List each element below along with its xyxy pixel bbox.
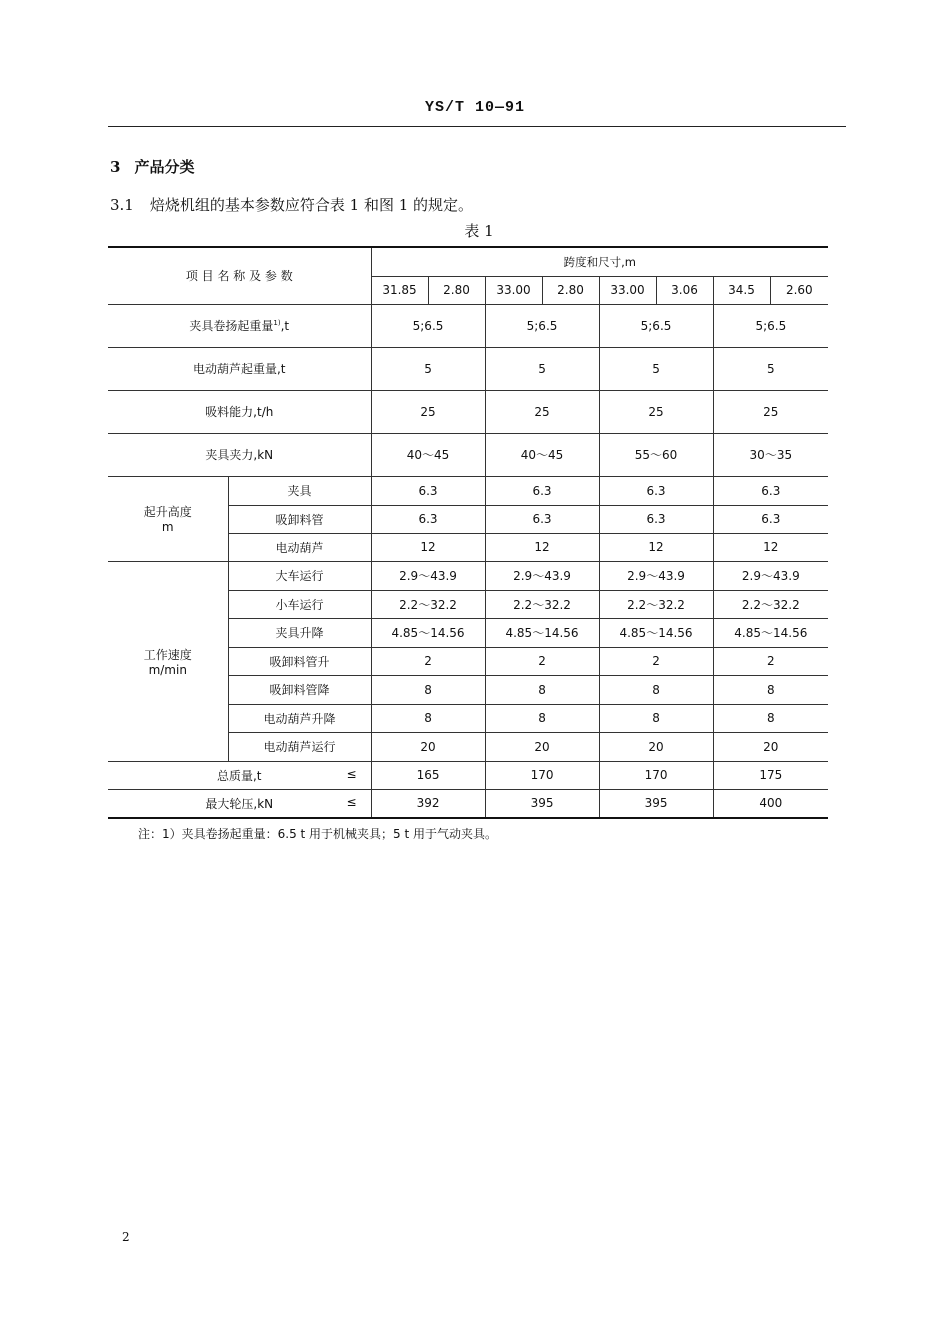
value-cell: 4.85～14.56 <box>485 618 599 647</box>
value-cell: 5;6.5 <box>371 304 485 347</box>
value-cell: 2 <box>713 647 828 675</box>
sub-row-label: 电动葫芦升降 <box>228 704 371 732</box>
table-caption: 表 1 <box>464 222 494 240</box>
row-max-wheel-pressure <box>108 789 828 818</box>
row-label: 最大轮压,kN ≤ <box>108 789 371 818</box>
value-cell: 395 <box>485 789 599 818</box>
value-cell: 4.85～14.56 <box>371 618 485 647</box>
value-cell: 6.3 <box>485 476 599 505</box>
value-cell: 6.3 <box>371 505 485 533</box>
sub-row-label: 吸卸料管升 <box>228 647 371 675</box>
value-cell: 6.3 <box>713 476 828 505</box>
value-cell: 2.9～43.9 <box>371 561 485 590</box>
value-cell: 165 <box>371 761 485 789</box>
value-cell: 6.3 <box>485 505 599 533</box>
value-cell: 2.2～32.2 <box>371 590 485 618</box>
value-cell: 12 <box>713 533 828 561</box>
value-cell: 2 <box>485 647 599 675</box>
sub-row-label: 电动葫芦 <box>228 533 371 561</box>
value-cell: 40～45 <box>371 433 485 476</box>
clause-number: 3.1 <box>110 196 134 214</box>
header-rule <box>108 126 846 127</box>
value-cell: 30～35 <box>713 433 828 476</box>
value-cell: 5 <box>371 347 485 390</box>
value-cell: 2.9～43.9 <box>485 561 599 590</box>
value-cell: 4.85～14.56 <box>599 618 713 647</box>
value-cell: 20 <box>599 732 713 761</box>
sub-row-label: 小车运行 <box>228 590 371 618</box>
value-cell: 5;6.5 <box>599 304 713 347</box>
value-cell: 2.9～43.9 <box>713 561 828 590</box>
value-cell: 2.9～43.9 <box>599 561 713 590</box>
value-cell: 2 <box>599 647 713 675</box>
section-number: 3 <box>110 158 121 176</box>
value-cell: 25 <box>599 390 713 433</box>
item-header: 项 目 名 称 及 参 数 <box>108 247 371 304</box>
value-cell: 4.85～14.56 <box>713 618 828 647</box>
page-number: 2 <box>122 1230 130 1244</box>
sub-row-label: 电动葫芦运行 <box>228 732 371 761</box>
lift-height-group: 起升高度 m <box>108 476 228 561</box>
clause-text: 焙烧机组的基本参数应符合表 1 和图 1 的规定。 <box>149 196 474 214</box>
value-cell: 8 <box>485 675 599 704</box>
value-cell: 12 <box>599 533 713 561</box>
value-cell: 8 <box>485 704 599 732</box>
parameter-table <box>108 246 828 819</box>
sub-row-label: 夹具 <box>228 476 371 505</box>
table-header-row-1 <box>108 247 828 276</box>
row-suction <box>108 390 828 433</box>
sub-row-label: 吸卸料管 <box>228 505 371 533</box>
standard-code: YS/T 10—91 <box>424 99 525 116</box>
value-cell: 55～60 <box>599 433 713 476</box>
value-cell: 5;6.5 <box>485 304 599 347</box>
row-electric-hoist <box>108 347 828 390</box>
span-value: 34.5 <box>713 276 770 304</box>
value-cell: 2.2～32.2 <box>599 590 713 618</box>
value-cell: 8 <box>599 675 713 704</box>
row-total-mass <box>108 761 828 789</box>
table-footnote: 注：1）夹具卷扬起重量：6.5 t 用于机械夹具；5 t 用于气动夹具。 <box>138 827 498 841</box>
value-cell: 5 <box>713 347 828 390</box>
value-cell: 8 <box>371 675 485 704</box>
row-lift-clamp <box>108 476 828 505</box>
value-cell: 170 <box>599 761 713 789</box>
value-cell: 5 <box>599 347 713 390</box>
leq-symbol: ≤ <box>346 766 357 781</box>
section-title-text: 产品分类 <box>134 158 195 176</box>
span-value: 33.00 <box>485 276 542 304</box>
value-cell: 20 <box>713 732 828 761</box>
value-cell: 5 <box>485 347 599 390</box>
row-label: 总质量,t ≤ <box>108 761 371 789</box>
row-clamp-hoist <box>108 304 828 347</box>
span-value: 31.85 <box>371 276 428 304</box>
sub-row-label: 吸卸料管降 <box>228 675 371 704</box>
value-cell: 8 <box>599 704 713 732</box>
value-cell: 20 <box>371 732 485 761</box>
value-cell: 2.2～32.2 <box>713 590 828 618</box>
span-value: 2.80 <box>428 276 485 304</box>
row-speed-crane <box>108 561 828 590</box>
value-cell: 6.3 <box>371 476 485 505</box>
sub-row-label: 大车运行 <box>228 561 371 590</box>
work-speed-group: 工作速度 m/min <box>108 561 228 761</box>
value-cell: 400 <box>713 789 828 818</box>
value-cell: 5;6.5 <box>713 304 828 347</box>
value-cell: 6.3 <box>599 476 713 505</box>
span-header: 跨度和尺寸,m <box>371 247 828 276</box>
value-cell: 20 <box>485 732 599 761</box>
row-label: 夹具夹力,kN <box>108 433 371 476</box>
value-cell: 25 <box>371 390 485 433</box>
span-value: 3.06 <box>656 276 713 304</box>
value-cell: 2 <box>371 647 485 675</box>
sub-row-label: 夹具升降 <box>228 618 371 647</box>
value-cell: 8 <box>713 704 828 732</box>
span-value: 33.00 <box>599 276 656 304</box>
leq-symbol: ≤ <box>346 794 357 809</box>
value-cell: 170 <box>485 761 599 789</box>
value-cell: 12 <box>485 533 599 561</box>
clause-3-1 <box>110 194 473 215</box>
footnote-ref: 1) <box>273 319 281 327</box>
value-cell: 8 <box>371 704 485 732</box>
value-cell: 395 <box>599 789 713 818</box>
span-value: 2.80 <box>542 276 599 304</box>
value-cell: 25 <box>713 390 828 433</box>
value-cell: 25 <box>485 390 599 433</box>
value-cell: 392 <box>371 789 485 818</box>
value-cell: 2.2～32.2 <box>485 590 599 618</box>
section-title <box>110 156 194 177</box>
value-cell: 12 <box>371 533 485 561</box>
value-cell: 6.3 <box>713 505 828 533</box>
value-cell: 8 <box>713 675 828 704</box>
row-label: 电动葫芦起重量,t <box>108 347 371 390</box>
value-cell: 175 <box>713 761 828 789</box>
value-cell: 40～45 <box>485 433 599 476</box>
span-value: 2.60 <box>770 276 828 304</box>
row-clamp-force <box>108 433 828 476</box>
row-label: 夹具卷扬起重量$^{1)}$,t <box>108 304 371 347</box>
row-label: 吸料能力,t/h <box>108 390 371 433</box>
value-cell: 6.3 <box>599 505 713 533</box>
